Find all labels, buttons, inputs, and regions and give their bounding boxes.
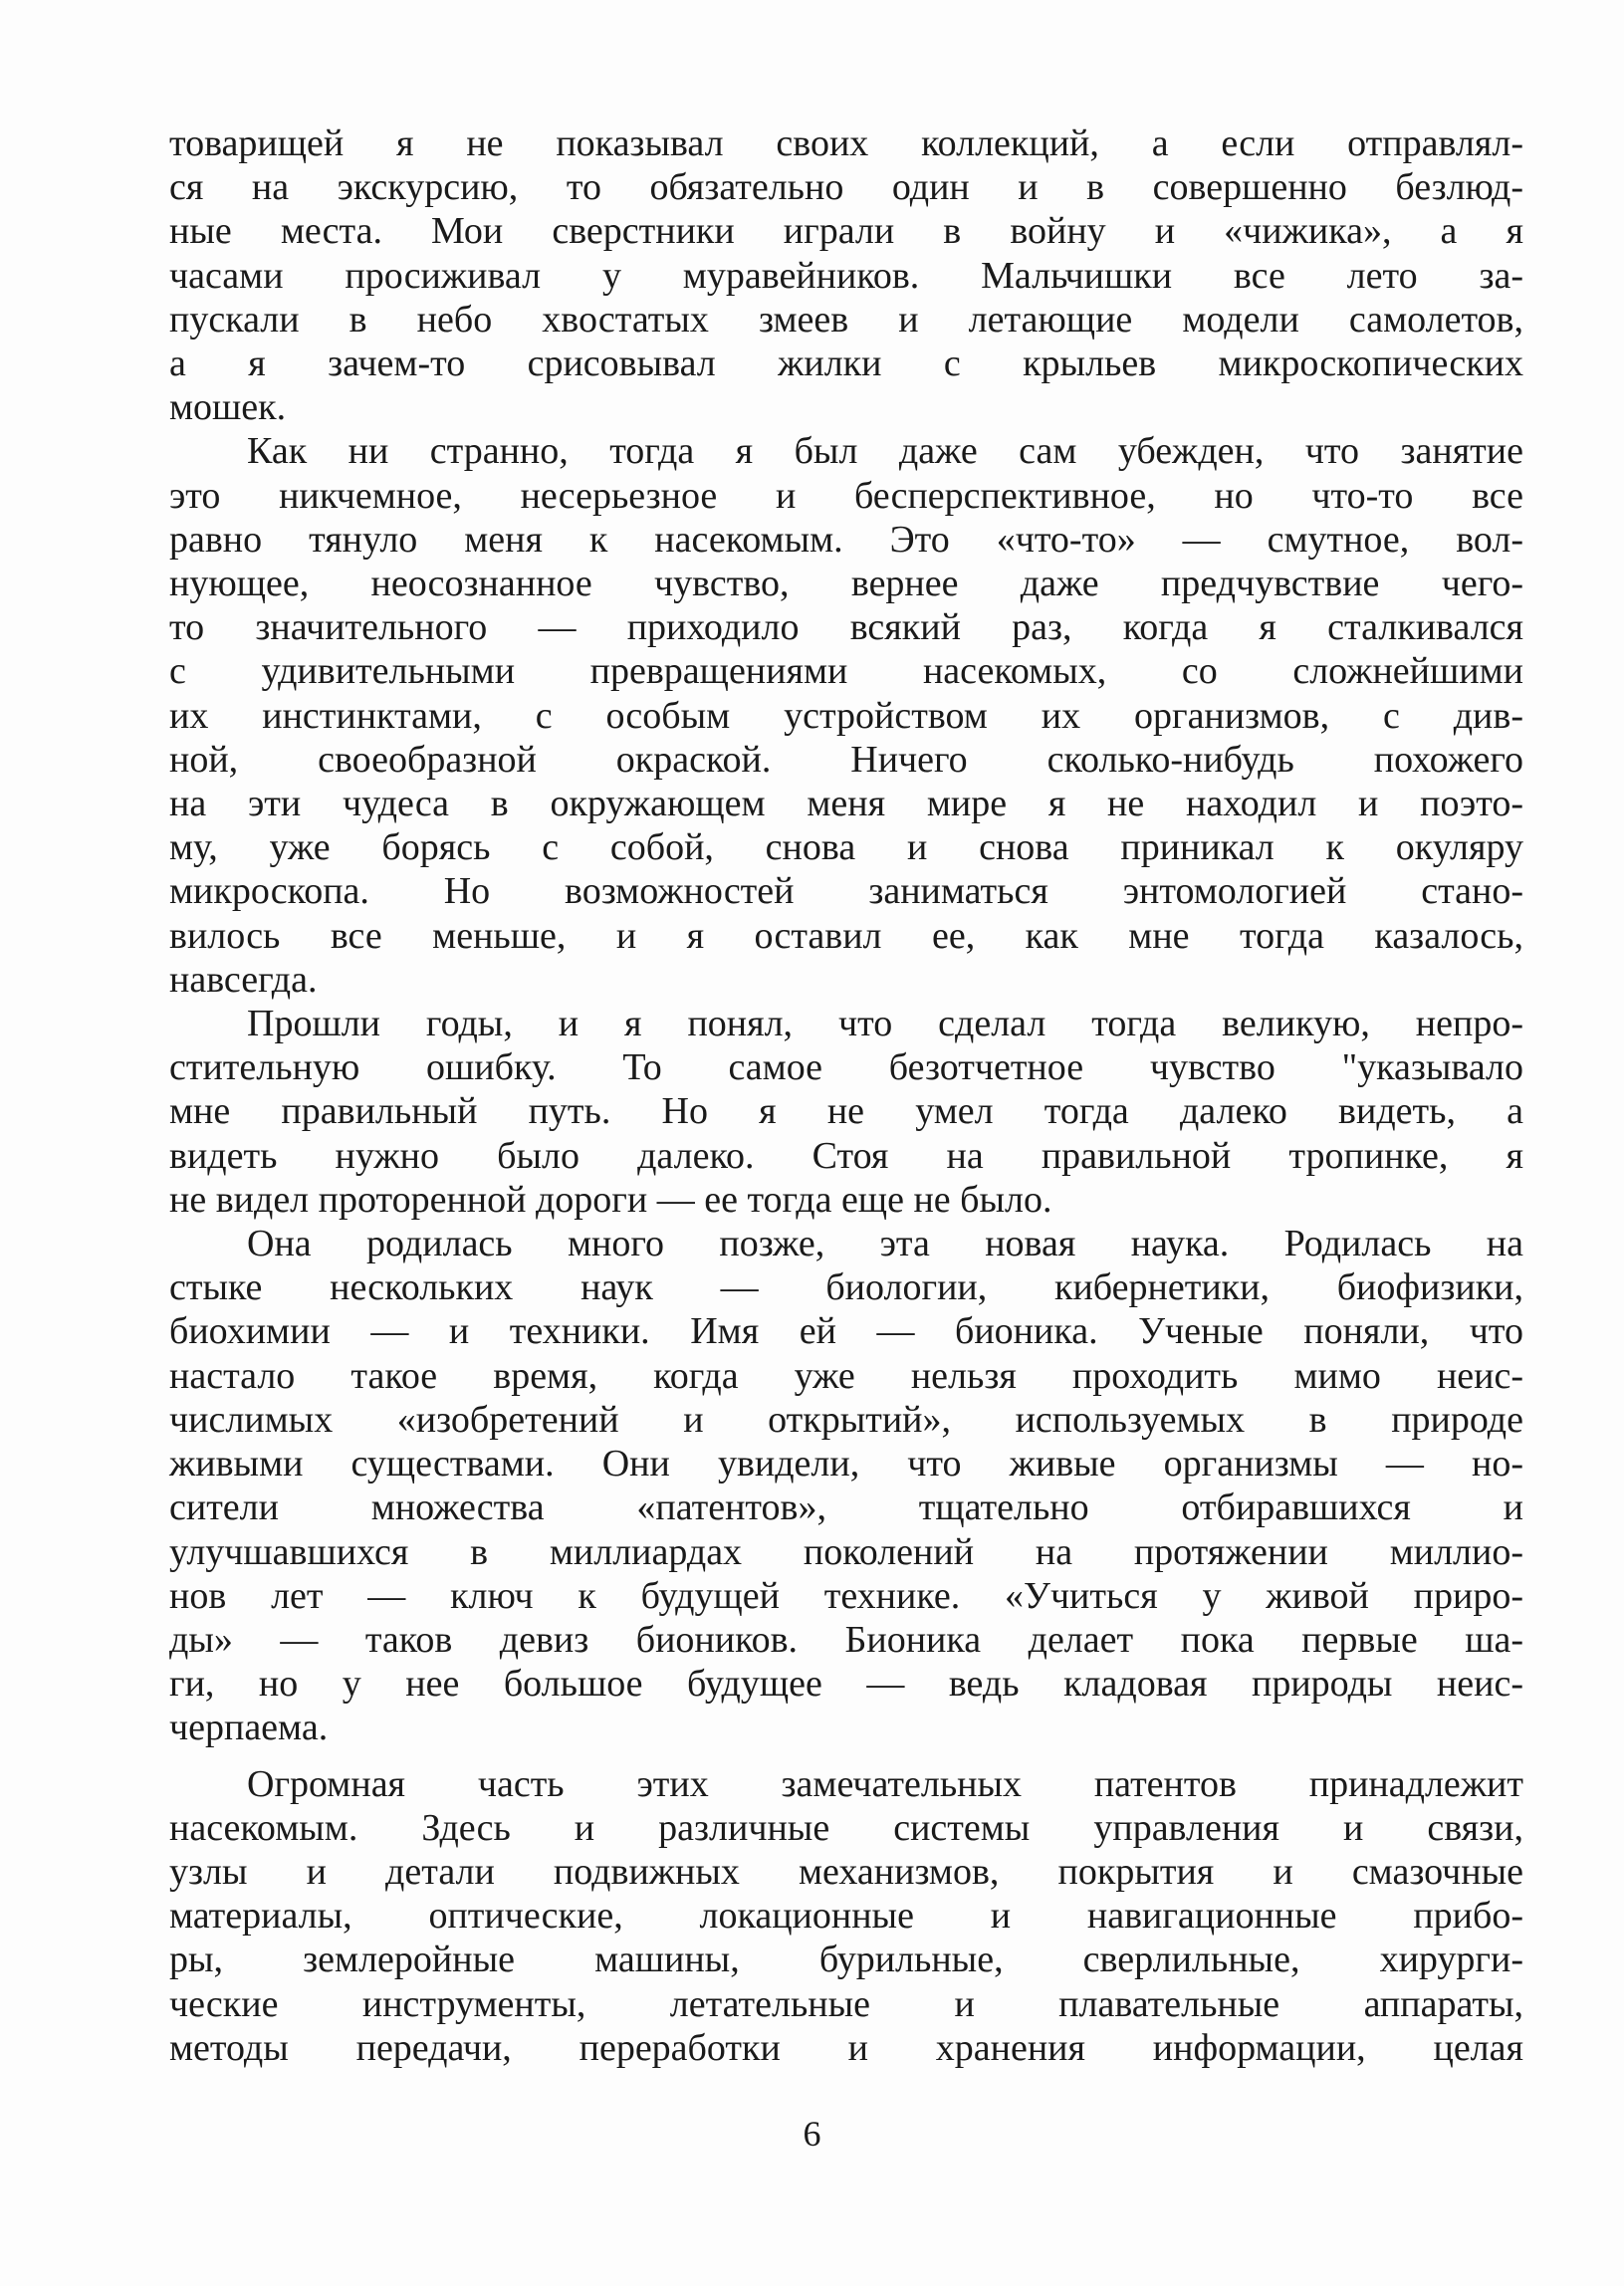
text-line: вилось все меньше, и я оставил ее, как мне тогда казалось, [169,914,1523,957]
text-line: числимых «изобретений и открытий», используемых в природе [169,1398,1523,1441]
text-line: методы передачи, переработки и хранения информации, целая [169,2026,1523,2069]
text-line: это никчемное, несерьезное и бесперспективное, но что-то все [169,474,1523,517]
text-line: Она родилась много позже, эта новая наука. Родилась на [247,1223,1523,1265]
text-line: товарищей я не показывал своих коллекций, а если отправлял- [169,122,1523,164]
text-line: стительную ошибку. То самое безотчетное чувство "указывало [169,1046,1523,1089]
text-line: му, уже борясь с собой, снова и снова приникал к окуляру [169,826,1523,869]
text-line: стыке нескольких наук — биологии, кибернетики, биофизики, [169,1266,1523,1309]
text-line: Огромная часть этих замечательных патентов принадлежит [247,1762,1523,1805]
text-line: микроскопа. Но возможностей заниматься энтомологией стано- [169,870,1523,913]
body-text [169,121,1523,2070]
paragraph [169,1002,1523,1222]
paragraph [169,429,1523,1002]
text-line: ры, землеройные машины, бурильные, сверлильные, хирурги- [169,1939,1523,1981]
text-line: узлы и детали подвижных механизмов, покрытия и смазочные [169,1850,1523,1893]
text-line: ной, своеобразной окраской. Ничего сколько-нибудь похожего [169,738,1523,781]
text-line: навсегда. [169,958,318,1001]
text-line: пускали в небо хвостатых змеев и летающие модели самолетов, [169,298,1523,341]
text-line: ся на экскурсию, то обязательно один и в совершенно безлюд- [169,166,1523,209]
text-line: ческие инструменты, летательные и плавательные аппараты, [169,1982,1523,2025]
paragraph [169,1762,1523,2070]
text-line: Прошли годы, и я понял, что сделал тогда великую, непро- [247,1003,1523,1045]
text-line: живыми существами. Они увидели, что живые организмы — но- [169,1443,1523,1486]
text-line: биохимии — и техники. Имя ей — бионика. Ученые поняли, что [169,1310,1523,1353]
text-line: ги, но у нее большое будущее — ведь кладовая природы неис- [169,1663,1523,1706]
text-line: на эти чудеса в окружающем меня мире я не находил и поэто- [169,783,1523,825]
text-line: то значительного — приходило всякий раз, когда я сталкивался [169,606,1523,649]
text-line: нов лет — ключ к будущей технике. «Учиться у живой приро- [169,1574,1523,1617]
text-line: Как ни странно, тогда я был даже сам убежден, что занятие [247,430,1523,473]
text-line: мошек. [169,386,287,429]
paragraph [169,1222,1523,1749]
text-line: видеть нужно было далеко. Стоя на правильной тропинке, я [169,1134,1523,1177]
text-line: насекомым. Здесь и различные системы управления и связи, [169,1806,1523,1849]
text-line: черпаема. [169,1707,329,1749]
text-line: настало такое время, когда уже нельзя проходить мимо неис- [169,1354,1523,1397]
text-line: а я зачем-то срисовывал жилки с крыльев микроскопических [169,343,1523,385]
text-line: сители множества «патентов», тщательно отбиравшихся и [169,1486,1523,1529]
text-line: улучшавшихся в миллиардах поколений на протяжении миллио- [169,1530,1523,1573]
text-line: часами просиживал у муравейников. Мальчишки все лето за- [169,254,1523,297]
paragraph [169,121,1523,429]
text-line: не видел проторенной дороги — ее тогда еще не было. [169,1178,1052,1221]
text-line: нующее, неосознанное чувство, вернее даже предчувствие чего- [169,563,1523,605]
text-line: их инстинктами, с особым устройством их организмов, с див- [169,694,1523,737]
text-line: равно тянуло меня к насекомым. Это «что-то» — смутное, вол- [169,518,1523,561]
text-line: с удивительными превращениями насекомых, со сложнейшими [169,650,1523,693]
text-line: материалы, оптические, локационные и навигационные прибо- [169,1895,1523,1938]
text-line: мне правильный путь. Но я не умел тогда далеко видеть, а [169,1090,1523,1133]
page-number: 6 [803,2114,821,2154]
text-line: ные места. Мои сверстники играли в войну и «чижика», а я [169,210,1523,253]
text-line: ды» — таков девиз биоников. Бионика делает пока первые ша- [169,1618,1523,1661]
